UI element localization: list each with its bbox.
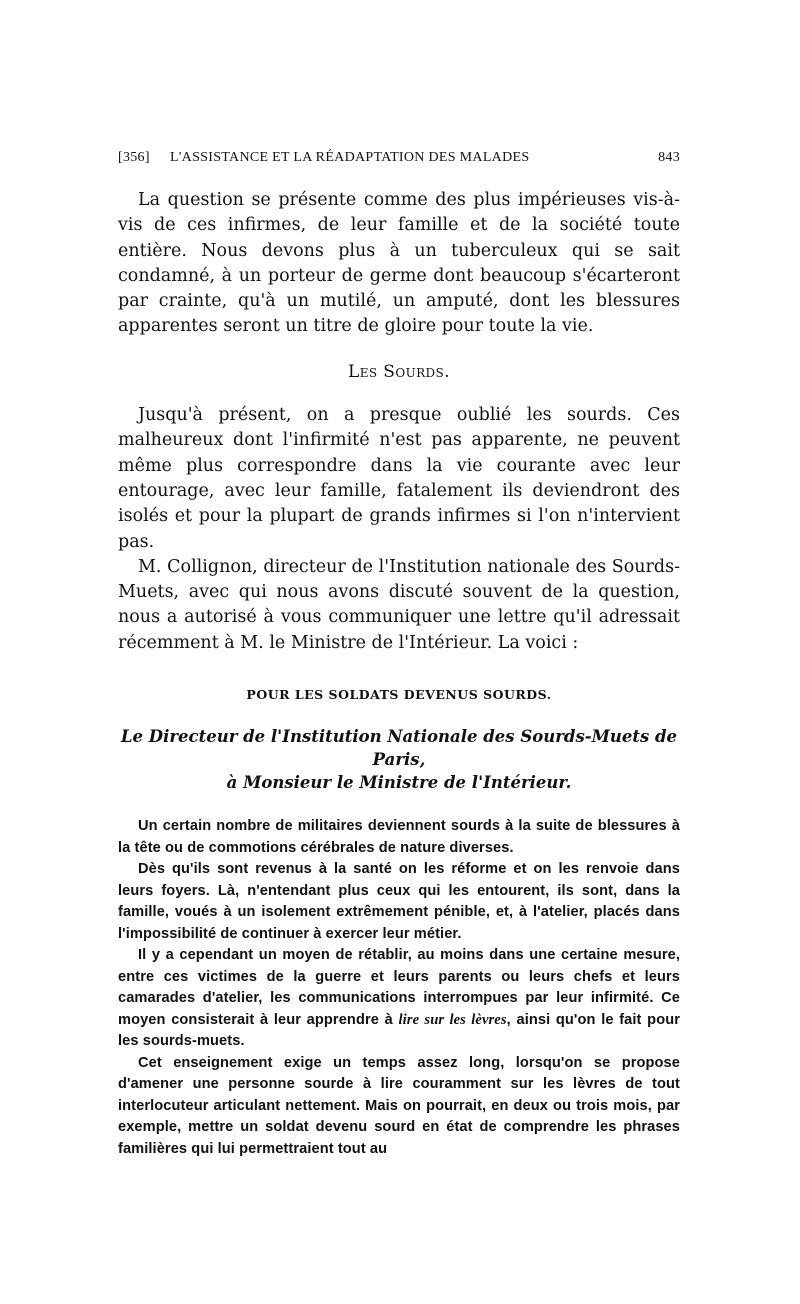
letter-paragraph-3-text-b: , ainsi qu'on le fait pour les sourds-muets. [118,1011,681,1050]
letter-paragraph-3-italic: lire sur les lèvres [398,1011,507,1028]
intro-paragraph: La question se présente comme des plus impérieuses vis-à-vis de ces infirmes, de leur famille et de la société toute entière. Nous devons plus à un tuberculeux qui se sait condamné, à un porteur de germe dont beaucoup s'écarteront par crainte, qu'à un mutilé, un amputé, dont les blessures apparentes seront un titre de gloire pour toute la vie. [118,190,680,337]
letter-paragraph-4: Cet enseignement exige un temps assez long, lorsqu'on se propose d'amener une personne sourde à lire couramment sur les lèvres de tout interlocuteur articulant nettement. Mais on pourrait, en deux ou trois mois, par exemple, mettre un soldat devenu sourd en état de comprendre les phrases familières qui lui permettraient tout au [118,1054,680,1157]
letter-address-line-1: Le Directeur de l'Institution Nationale des Sourds-Muets de Paris, [120,727,678,770]
letter-title: POUR LES SOLDATS DEVENUS SOURDS. [246,687,552,703]
letter-paragraph-1: Un certain nombre de militaires deviennent sourds à la suite de blessures à la tête ou de commotions cérébrales de nature diverses. [118,818,680,856]
letter-paragraph-2: Dès qu'ils sont revenus à la santé on les réforme et on les renvoie dans leurs foyers. Là, n'entendant plus ceux qui les entourent, ils sont, dans la famille, voués à un isolement extrêmement pénible, et, à l'atelier, placés dans l'impossibilité de continuer à exercer leur métier. [118,861,680,942]
letter-address [118,725,680,794]
letter-address-line-2: à Monsieur le Ministre de l'Intérieur. [226,773,572,793]
header-page-number: 843 [658,150,680,165]
header-bracket-number: [356] [118,150,150,165]
section-paragraph-2: M. Collignon, directeur de l'Institution nationale des Sourds-Muets, avec qui nous avons discuté souvent de la question, nous a autorisé à vous communiquer une lettre qu'il adressait récemment à M. le Ministre de l'Intérieur. La voici : [118,556,680,653]
letter-body [118,816,680,1160]
section-paragraph-1: Jusqu'à présent, on a presque oublié les sourds. Ces malheureux dont l'infirmité n'est pas apparente, ne peuvent même plus correspondre dans la vie courante avec leur entourage, avec leur famille, fatalement ils deviendront des isolés et pour la plupart de grands infirmes si l'on n'intervient pas. [118,405,680,552]
letter-paragraph-3-text-a: Il y a cependant un moyen de rétablir, au moins dans une certaine mesure, entre ces victimes de la guerre et leurs parents ou leurs chefs et leurs camarades d'atelier, les communications interrompues par leur infirmité. Ce moyen consisterait à leur apprendre à [118,947,680,1028]
letter-paragraph-3 [118,945,680,1053]
page-body [118,188,680,1160]
header-running-title: L'ASSISTANCE ET LA RÉADAPTATION DES MALADES [170,150,530,165]
section-heading: Les Sourds. [348,361,450,382]
